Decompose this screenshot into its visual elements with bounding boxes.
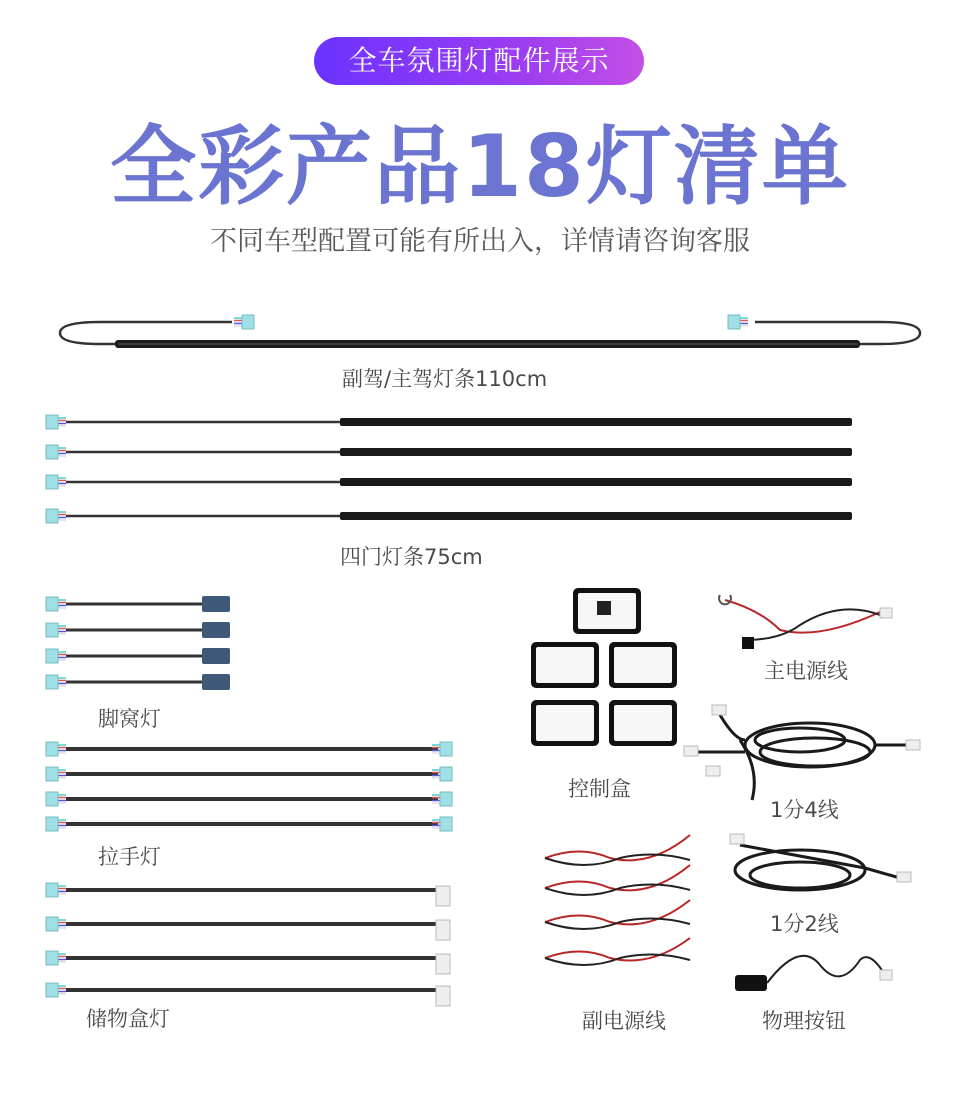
label-split4: 1分4线: [770, 798, 839, 822]
control-boxes-illustration: [531, 588, 677, 746]
label-footwell: 脚窝灯: [98, 707, 161, 731]
split2-illustration: [735, 845, 900, 890]
section-badge: 全车氛围灯配件展示: [314, 37, 644, 85]
page-title: 全彩产品18灯清单: [110, 117, 850, 217]
label-front-strip: 副驾/主驾灯条110cm: [342, 367, 548, 391]
label-sub-power: 副电源线: [582, 1009, 666, 1033]
split4-illustration: [690, 715, 910, 800]
label-handle: 拉手灯: [98, 845, 161, 869]
main-power-illustration: [719, 595, 892, 649]
storage-lights-illustration: [46, 883, 450, 1006]
front-strip-illustration: [60, 315, 920, 348]
label-main-power: 主电源线: [764, 659, 848, 683]
label-button: 物理按钮: [762, 1009, 846, 1033]
label-storage: 储物盒灯: [86, 1007, 170, 1031]
page-subtitle: 不同车型配置可能有所出入，详情请咨询客服: [210, 226, 750, 257]
footwell-lights-illustration: [46, 596, 230, 690]
label-door-strips: 四门灯条75cm: [340, 545, 483, 569]
label-split2: 1分2线: [770, 912, 839, 936]
label-control-box: 控制盒: [568, 777, 631, 801]
sub-power-illustration: [545, 835, 690, 965]
door-strips-illustration: [46, 415, 852, 523]
physical-button-illustration: [735, 956, 892, 991]
handle-lights-illustration: [46, 742, 452, 831]
